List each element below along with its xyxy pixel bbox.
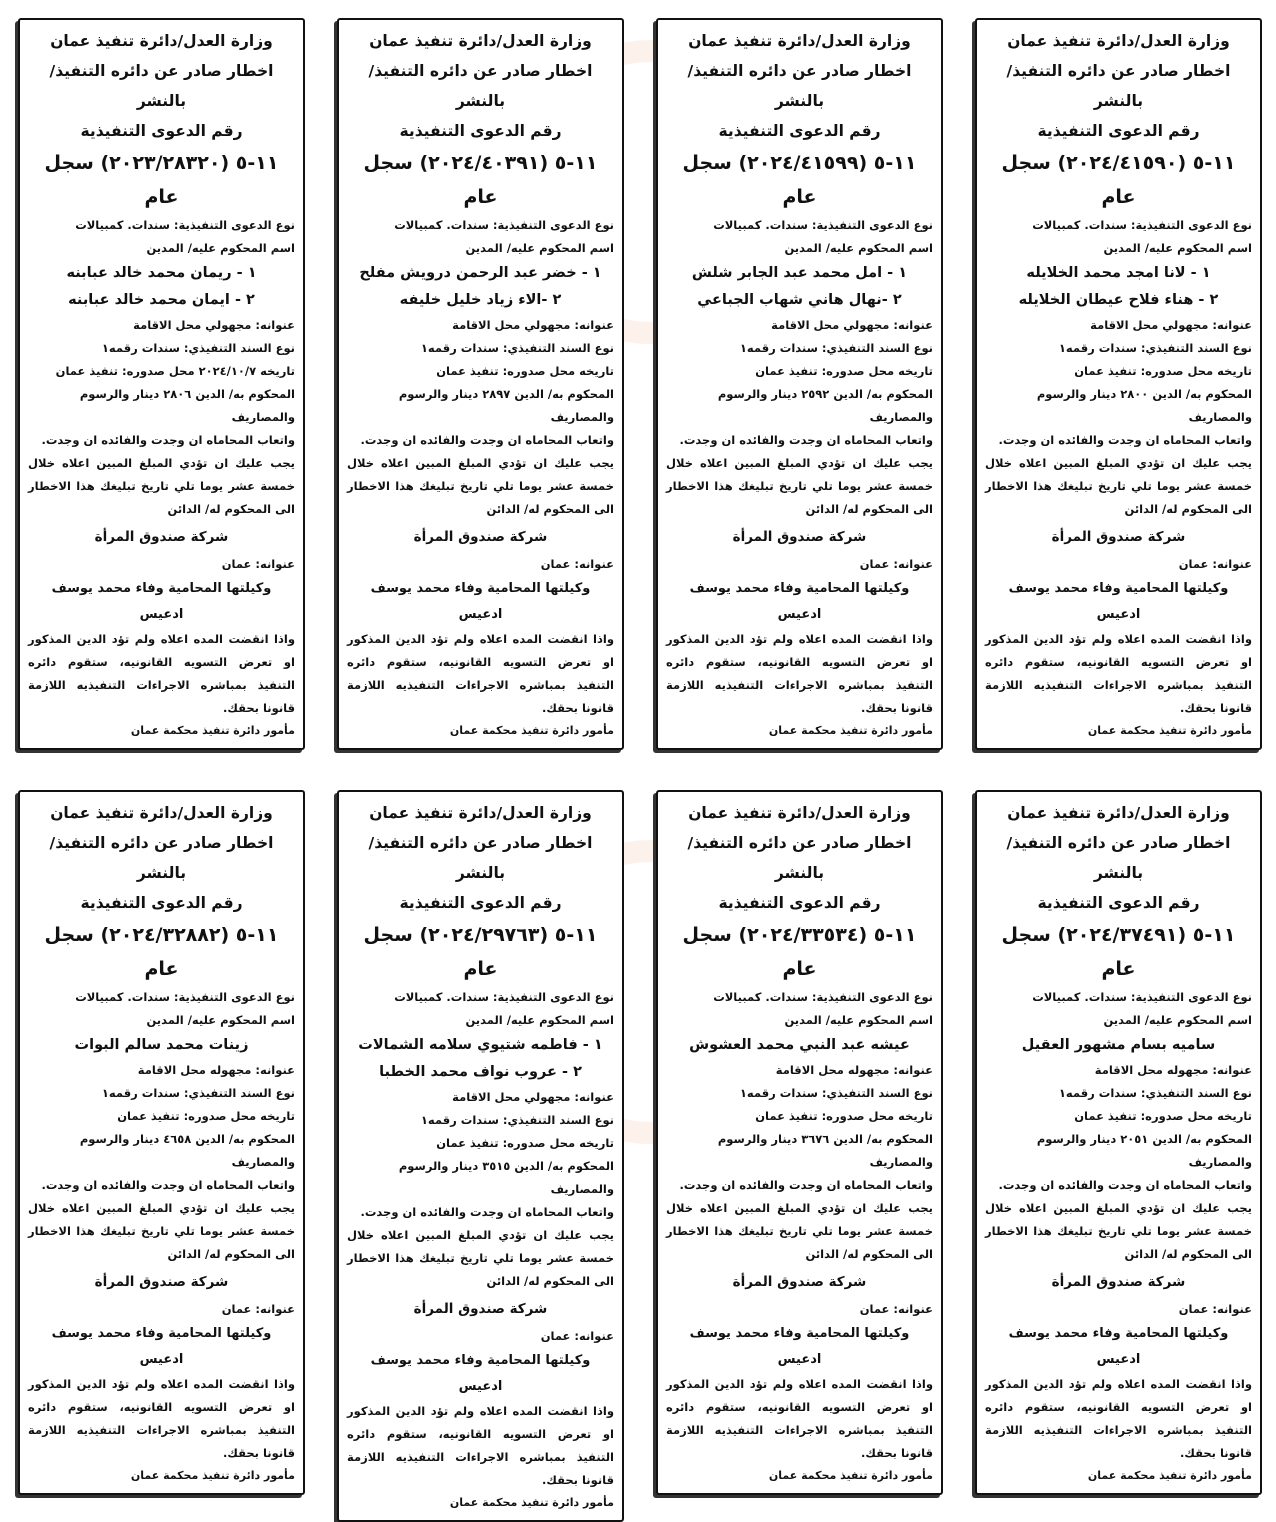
fees-line: واتعاب المحاماه ان وجدت والفائده ان وجدت. — [998, 1178, 1252, 1192]
debtor-label: اسم المحكوم عليه/ المدين — [784, 1013, 933, 1027]
legal-notices-grid — [14, 18, 1262, 1522]
creditor-name: شركة صندوق المرأة — [732, 1274, 867, 1290]
debtor-address: عنوانه: مجهوله محل الاقامة — [137, 1063, 295, 1077]
debtor-label: اسم المحكوم عليه/ المدين — [1103, 241, 1252, 255]
case-label: رقم الدعوى التنفيذية — [718, 122, 881, 140]
notice-ministry: وزارة العدل/دائرة تنفيذ عمان — [50, 804, 273, 822]
debtor-name: ١ - ريمان محمد خالد عبابنه — [66, 265, 257, 281]
deed-type: نوع السند التنفيذي: سندات رقمه١ — [420, 341, 614, 355]
deadline-text: يجب عليك ان تؤدي المبلغ المبين اعلاه خلال خمسة عشر يوما تلي تاريخ تبليغك هذا الاخطار الى المحكوم له/ الدائن — [985, 456, 1252, 516]
deed-type: نوع السند التنفيذي: سندات رقمه١ — [101, 1086, 295, 1100]
fees-line: واتعاب المحاماه ان وجدت والفائده ان وجدت. — [998, 433, 1252, 447]
fees-line: واتعاب المحاماه ان وجدت والفائده ان وجدت. — [360, 433, 614, 447]
warning-text: واذا انقضت المده اعلاه ولم تؤد الدين المذكور او تعرض التسويه القانونيه، ستقوم دائره التنفيذ بمباشره الاجراءات التنفيذيه اللازمة قانونا بحقك. — [28, 632, 295, 715]
creditor-address: عنوانه: عمان — [859, 1302, 933, 1316]
debtor-address: عنوانه: مجهولي محل الاقامة — [771, 318, 933, 332]
debtor-name: ٢ - عروب نواف محمد الخطبا — [379, 1064, 582, 1080]
debtor-address: عنوانه: مجهولي محل الاقامة — [452, 1090, 614, 1104]
debtor-address: عنوانه: مجهولي محل الاقامة — [133, 318, 295, 332]
case-number: ١١-٥ (٢٠٢٤/٤١٥٩٠) سجل عام — [1001, 152, 1236, 208]
debtor-name: ٢ - هناء فلاح عيطان الخلايله — [1018, 292, 1219, 308]
deed-date-place: تاريخه محل صدوره: تنفيذ عمان — [436, 364, 614, 378]
creditor-address: عنوانه: عمان — [1178, 557, 1252, 571]
debtor-address: عنوانه: مجهولي محل الاقامة — [452, 318, 614, 332]
case-type: نوع الدعوى التنفيذية: سندات. كمبيالات — [394, 218, 614, 232]
creditor-name: شركة صندوق المرأة — [732, 529, 867, 545]
deed-type: نوع السند التنفيذي: سندات رقمه١ — [1058, 341, 1252, 355]
officer-signature: مأمور دائرة تنفيذ محكمة عمان — [768, 1469, 933, 1482]
case-label: رقم الدعوى التنفيذية — [80, 122, 243, 140]
creditor-address: عنوانه: عمان — [859, 557, 933, 571]
case-number: ١١-٥ (٢٠٢٤/٢٩٧٦٣) سجل عام — [363, 924, 598, 980]
fees-line: واتعاب المحاماه ان وجدت والفائده ان وجدت. — [679, 1178, 933, 1192]
notice-title: اخطار صادر عن دائره التنفيذ/ بالنشر — [687, 834, 912, 882]
debtor-label: اسم المحكوم عليه/ المدين — [784, 241, 933, 255]
deed-date-place: تاريخه محل صدوره: تنفيذ عمان — [117, 1109, 295, 1123]
deadline-text: يجب عليك ان تؤدي المبلغ المبين اعلاه خلال خمسة عشر يوما تلي تاريخ تبليغك هذا الاخطار الى المحكوم له/ الدائن — [347, 456, 614, 516]
case-label: رقم الدعوى التنفيذية — [399, 122, 562, 140]
case-type: نوع الدعوى التنفيذية: سندات. كمبيالات — [75, 990, 295, 1004]
debtor-address: عنوانه: مجهوله محل الاقامة — [1094, 1063, 1252, 1077]
creditor-address: عنوانه: عمان — [1178, 1302, 1252, 1316]
amount-line: المحكوم به/ الدين ٣٦٧٦ دينار والرسوم والمصاريف — [717, 1132, 933, 1169]
notice-title: اخطار صادر عن دائره التنفيذ/ بالنشر — [1006, 62, 1231, 110]
deed-date-place: تاريخه محل صدوره: تنفيذ عمان — [755, 1109, 933, 1123]
notice-title: اخطار صادر عن دائره التنفيذ/ بالنشر — [368, 62, 593, 110]
notice-card — [337, 790, 624, 1522]
debtor-address: عنوانه: مجهوله محل الاقامة — [775, 1063, 933, 1077]
debtor-name: ١ - امل محمد عبد الجابر شلش — [691, 265, 908, 281]
notice-card — [656, 18, 943, 750]
debtor-name: ٢ - ايمان محمد خالد عبابنه — [68, 292, 255, 308]
creditor-name: شركة صندوق المرأة — [94, 529, 229, 545]
case-number: ١١-٥ (٢٠٢٤/٤٠٣٩١) سجل عام — [363, 152, 598, 208]
creditor-name: شركة صندوق المرأة — [1051, 529, 1186, 545]
debtor-address: عنوانه: مجهولي محل الاقامة — [1090, 318, 1252, 332]
case-type: نوع الدعوى التنفيذية: سندات. كمبيالات — [394, 990, 614, 1004]
deadline-text: يجب عليك ان تؤدي المبلغ المبين اعلاه خلال خمسة عشر يوما تلي تاريخ تبليغك هذا الاخطار الى المحكوم له/ الدائن — [28, 456, 295, 516]
deed-type: نوع السند التنفيذي: سندات رقمه١ — [420, 1113, 614, 1127]
notice-card — [975, 18, 1262, 750]
creditor-address: عنوانه: عمان — [221, 1302, 295, 1316]
case-number: ١١-٥ (٢٠٢٤/٣٣٥٣٤) سجل عام — [682, 924, 917, 980]
warning-text: واذا انقضت المده اعلاه ولم تؤد الدين المذكور او تعرض التسويه القانونيه، ستقوم دائره التنفيذ بمباشره الاجراءات التنفيذيه اللازمة قانونا بحقك. — [666, 632, 933, 715]
officer-signature: مأمور دائرة تنفيذ محكمة عمان — [1087, 1469, 1252, 1482]
fees-line: واتعاب المحاماه ان وجدت والفائده ان وجدت. — [679, 433, 933, 447]
notice-ministry: وزارة العدل/دائرة تنفيذ عمان — [369, 32, 592, 50]
amount-line: المحكوم به/ الدين ٣٥١٥ دينار والرسوم والمصاريف — [398, 1159, 614, 1196]
debtor-label: اسم المحكوم عليه/ المدين — [146, 1013, 295, 1027]
amount-line: المحكوم به/ الدين ٢٨٩٧ دينار والرسوم والمصاريف — [398, 387, 614, 424]
amount-line: المحكوم به/ الدين ٢٨٠٦ دينار والرسوم والمصاريف — [79, 387, 295, 424]
deed-type: نوع السند التنفيذي: سندات رقمه١ — [101, 341, 295, 355]
deadline-text: يجب عليك ان تؤدي المبلغ المبين اعلاه خلال خمسة عشر يوما تلي تاريخ تبليغك هذا الاخطار الى المحكوم له/ الدائن — [347, 1228, 614, 1288]
fees-line: واتعاب المحاماه ان وجدت والفائده ان وجدت. — [41, 1178, 295, 1192]
case-number: ١١-٥ (٢٠٢٤/٣٢٨٨٢) سجل عام — [44, 924, 279, 980]
deed-date-place: تاريخه محل صدوره: تنفيذ عمان — [1074, 364, 1252, 378]
debtor-name: ١ - لانا امجد محمد الخلايله — [1026, 265, 1211, 281]
debtor-label: اسم المحكوم عليه/ المدين — [465, 241, 614, 255]
case-label: رقم الدعوى التنفيذية — [80, 894, 243, 912]
notice-title: اخطار صادر عن دائره التنفيذ/ بالنشر — [368, 834, 593, 882]
deed-type: نوع السند التنفيذي: سندات رقمه١ — [1058, 1086, 1252, 1100]
warning-text: واذا انقضت المده اعلاه ولم تؤد الدين المذكور او تعرض التسويه القانونيه، ستقوم دائره التنفيذ بمباشره الاجراءات التنفيذيه اللازمة قانونا بحقك. — [28, 1377, 295, 1460]
lawyer-name: وكيلتها المحامية وفاء محمد يوسف ادعيس — [1008, 1326, 1229, 1367]
amount-line: المحكوم به/ الدين ٢٥٩٢ دينار والرسوم والمصاريف — [717, 387, 933, 424]
debtor-name: ١ - خضر عبد الرحمن درويش مفلح — [359, 265, 602, 281]
notice-ministry: وزارة العدل/دائرة تنفيذ عمان — [1007, 804, 1230, 822]
case-label: رقم الدعوى التنفيذية — [1037, 122, 1200, 140]
debtor-name: عيشه عبد النبي محمد العشوش — [689, 1037, 910, 1053]
notice-ministry: وزارة العدل/دائرة تنفيذ عمان — [369, 804, 592, 822]
notice-card — [656, 790, 943, 1495]
officer-signature: مأمور دائرة تنفيذ محكمة عمان — [449, 724, 614, 737]
deadline-text: يجب عليك ان تؤدي المبلغ المبين اعلاه خلال خمسة عشر يوما تلي تاريخ تبليغك هذا الاخطار الى المحكوم له/ الدائن — [28, 1201, 295, 1261]
case-type: نوع الدعوى التنفيذية: سندات. كمبيالات — [1032, 990, 1252, 1004]
debtor-name: ساميه بسام مشهور العقيل — [1021, 1037, 1216, 1053]
creditor-name: شركة صندوق المرأة — [1051, 1274, 1186, 1290]
notice-card — [337, 18, 624, 750]
notice-card — [18, 18, 305, 750]
deed-date-place: تاريخه ٢٠٢٤/١٠/٧ محل صدوره: تنفيذ عمان — [55, 364, 295, 378]
case-label: رقم الدعوى التنفيذية — [718, 894, 881, 912]
notice-card — [18, 790, 305, 1495]
fees-line: واتعاب المحاماه ان وجدت والفائده ان وجدت. — [41, 433, 295, 447]
lawyer-name: وكيلتها المحامية وفاء محمد يوسف ادعيس — [51, 581, 272, 622]
creditor-name: شركة صندوق المرأة — [94, 1274, 229, 1290]
deadline-text: يجب عليك ان تؤدي المبلغ المبين اعلاه خلال خمسة عشر يوما تلي تاريخ تبليغك هذا الاخطار الى المحكوم له/ الدائن — [666, 1201, 933, 1261]
amount-line: المحكوم به/ الدين ٢٨٠٠ دينار والرسوم والمصاريف — [1036, 387, 1252, 424]
deed-type: نوع السند التنفيذي: سندات رقمه١ — [739, 1086, 933, 1100]
deed-date-place: تاريخه محل صدوره: تنفيذ عمان — [755, 364, 933, 378]
case-number: ١١-٥ (٢٠٢٤/٣٧٤٩١) سجل عام — [1001, 924, 1236, 980]
debtor-label: اسم المحكوم عليه/ المدين — [1103, 1013, 1252, 1027]
lawyer-name: وكيلتها المحامية وفاء محمد يوسف ادعيس — [1008, 581, 1229, 622]
lawyer-name: وكيلتها المحامية وفاء محمد يوسف ادعيس — [689, 1326, 910, 1367]
notice-card — [975, 790, 1262, 1495]
case-label: رقم الدعوى التنفيذية — [399, 894, 562, 912]
case-type: نوع الدعوى التنفيذية: سندات. كمبيالات — [713, 990, 933, 1004]
warning-text: واذا انقضت المده اعلاه ولم تؤد الدين المذكور او تعرض التسويه القانونيه، ستقوم دائره التنفيذ بمباشره الاجراءات التنفيذيه اللازمة قانونا بحقك. — [985, 1377, 1252, 1460]
officer-signature: مأمور دائرة تنفيذ محكمة عمان — [768, 724, 933, 737]
notice-ministry: وزارة العدل/دائرة تنفيذ عمان — [688, 804, 911, 822]
notice-title: اخطار صادر عن دائره التنفيذ/ بالنشر — [49, 62, 274, 110]
debtor-name: زينات محمد سالم البوات — [74, 1037, 249, 1053]
deed-date-place: تاريخه محل صدوره: تنفيذ عمان — [436, 1136, 614, 1150]
case-type: نوع الدعوى التنفيذية: سندات. كمبيالات — [1032, 218, 1252, 232]
debtor-name: ٢ -نهال هاني شهاب الجباعي — [697, 292, 902, 308]
deed-date-place: تاريخه محل صدوره: تنفيذ عمان — [1074, 1109, 1252, 1123]
creditor-address: عنوانه: عمان — [540, 557, 614, 571]
fees-line: واتعاب المحاماه ان وجدت والفائده ان وجدت. — [360, 1205, 614, 1219]
warning-text: واذا انقضت المده اعلاه ولم تؤد الدين المذكور او تعرض التسويه القانونيه، ستقوم دائره التنفيذ بمباشره الاجراءات التنفيذيه اللازمة قانونا بحقك. — [347, 632, 614, 715]
officer-signature: مأمور دائرة تنفيذ محكمة عمان — [130, 724, 295, 737]
debtor-label: اسم المحكوم عليه/ المدين — [465, 1013, 614, 1027]
creditor-address: عنوانه: عمان — [540, 1329, 614, 1343]
amount-line: المحكوم به/ الدين ٤٦٥٨ دينار والرسوم والمصاريف — [79, 1132, 295, 1169]
lawyer-name: وكيلتها المحامية وفاء محمد يوسف ادعيس — [689, 581, 910, 622]
case-label: رقم الدعوى التنفيذية — [1037, 894, 1200, 912]
deadline-text: يجب عليك ان تؤدي المبلغ المبين اعلاه خلال خمسة عشر يوما تلي تاريخ تبليغك هذا الاخطار الى المحكوم له/ الدائن — [985, 1201, 1252, 1261]
debtor-name: ١ - فاطمه شتيوي سلامه الشمالات — [358, 1037, 603, 1053]
notice-title: اخطار صادر عن دائره التنفيذ/ بالنشر — [1006, 834, 1231, 882]
notice-ministry: وزارة العدل/دائرة تنفيذ عمان — [50, 32, 273, 50]
notice-title: اخطار صادر عن دائره التنفيذ/ بالنشر — [49, 834, 274, 882]
case-number: ١١-٥ (٢٠٢٤/٤١٥٩٩) سجل عام — [682, 152, 917, 208]
notice-title: اخطار صادر عن دائره التنفيذ/ بالنشر — [687, 62, 912, 110]
lawyer-name: وكيلتها المحامية وفاء محمد يوسف ادعيس — [51, 1326, 272, 1367]
case-type: نوع الدعوى التنفيذية: سندات. كمبيالات — [75, 218, 295, 232]
officer-signature: مأمور دائرة تنفيذ محكمة عمان — [449, 1496, 614, 1509]
creditor-name: شركة صندوق المرأة — [413, 1301, 548, 1317]
creditor-address: عنوانه: عمان — [221, 557, 295, 571]
officer-signature: مأمور دائرة تنفيذ محكمة عمان — [130, 1469, 295, 1482]
officer-signature: مأمور دائرة تنفيذ محكمة عمان — [1087, 724, 1252, 737]
warning-text: واذا انقضت المده اعلاه ولم تؤد الدين المذكور او تعرض التسويه القانونيه، ستقوم دائره التنفيذ بمباشره الاجراءات التنفيذيه اللازمة قانونا بحقك. — [347, 1404, 614, 1487]
lawyer-name: وكيلتها المحامية وفاء محمد يوسف ادعيس — [370, 581, 591, 622]
notice-ministry: وزارة العدل/دائرة تنفيذ عمان — [688, 32, 911, 50]
lawyer-name: وكيلتها المحامية وفاء محمد يوسف ادعيس — [370, 1353, 591, 1394]
deed-type: نوع السند التنفيذي: سندات رقمه١ — [739, 341, 933, 355]
debtor-name: ٢ -الاء زياد خليل خليفه — [399, 292, 562, 308]
deadline-text: يجب عليك ان تؤدي المبلغ المبين اعلاه خلال خمسة عشر يوما تلي تاريخ تبليغك هذا الاخطار الى المحكوم له/ الدائن — [666, 456, 933, 516]
debtor-label: اسم المحكوم عليه/ المدين — [146, 241, 295, 255]
notice-ministry: وزارة العدل/دائرة تنفيذ عمان — [1007, 32, 1230, 50]
warning-text: واذا انقضت المده اعلاه ولم تؤد الدين المذكور او تعرض التسويه القانونيه، ستقوم دائره التنفيذ بمباشره الاجراءات التنفيذيه اللازمة قانونا بحقك. — [666, 1377, 933, 1460]
case-number: ١١-٥ (٢٠٢٣/٢٨٣٢٠) سجل عام — [44, 152, 279, 208]
creditor-name: شركة صندوق المرأة — [413, 529, 548, 545]
amount-line: المحكوم به/ الدين ٢٠٥١ دينار والرسوم والمصاريف — [1036, 1132, 1252, 1169]
warning-text: واذا انقضت المده اعلاه ولم تؤد الدين المذكور او تعرض التسويه القانونيه، ستقوم دائره التنفيذ بمباشره الاجراءات التنفيذيه اللازمة قانونا بحقك. — [985, 632, 1252, 715]
case-type: نوع الدعوى التنفيذية: سندات. كمبيالات — [713, 218, 933, 232]
